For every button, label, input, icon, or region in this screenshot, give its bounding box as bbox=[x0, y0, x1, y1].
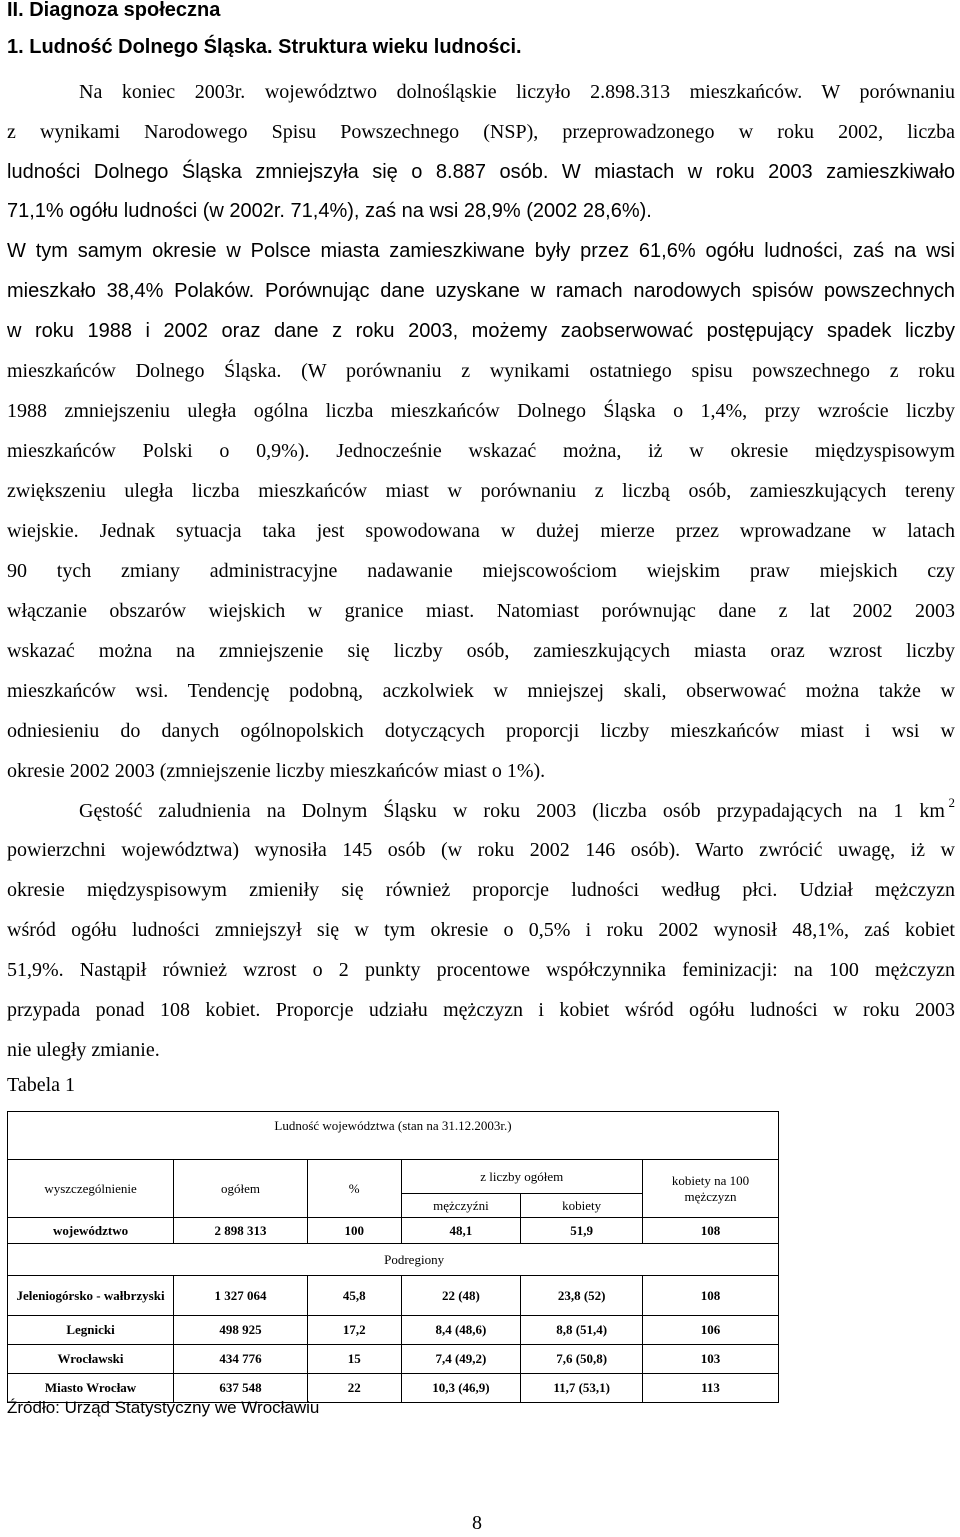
header-kobiety: kobiety bbox=[521, 1194, 643, 1218]
paragraph-line: okresie międzyspisowym zmieniły się również proporcje ludności według płci. Udział mężczyzn bbox=[7, 879, 955, 901]
row-percent: 15 bbox=[307, 1345, 401, 1374]
row-women: 7,6 (50,8) bbox=[521, 1345, 643, 1374]
row-men: 8,4 (48,6) bbox=[401, 1316, 521, 1345]
row-men: 22 (48) bbox=[401, 1276, 521, 1316]
paragraph-line: w roku 1988 i 2002 oraz dane z roku 2003, możemy zaobserwować postępujący spadek liczby bbox=[7, 320, 955, 342]
row-ratio: 103 bbox=[643, 1345, 779, 1374]
row-name: Legnicki bbox=[8, 1316, 174, 1345]
row-women: 8,8 (51,4) bbox=[521, 1316, 643, 1345]
header-kobiety-na-100: kobiety na 100 mężczyzn bbox=[643, 1160, 779, 1218]
subsection-heading: 1. Ludność Dolnego Śląska. Struktura wieku ludności. bbox=[7, 36, 522, 58]
table-caption: Tabela 1 bbox=[7, 1074, 76, 1096]
paragraph-line: odniesieniu do danych ogólnopolskich dotyczących proporcji liczby mieszkańców miast i wsi w bbox=[7, 720, 955, 742]
row-ratio: 113 bbox=[643, 1374, 779, 1403]
row-name: Jeleniogórsko - wałbrzyski bbox=[8, 1276, 174, 1316]
region-cell-men: 48,1 bbox=[401, 1218, 521, 1244]
table-title: Ludność województwa (stan na 31.12.2003r.) bbox=[8, 1112, 779, 1140]
section-heading: II. Diagnoza społeczna bbox=[7, 0, 221, 21]
header-percent: % bbox=[307, 1160, 401, 1218]
paragraph-line: W tym samym okresie w Polsce miasta zamieszkiwane były przez 61,6% ogółu ludności, zaś na wsi bbox=[7, 240, 955, 262]
row-name: Miasto Wrocław bbox=[8, 1374, 174, 1403]
region-cell-women: 51,9 bbox=[521, 1218, 643, 1244]
paragraph-line: okresie 2002 2003 (zmniejszenie liczby mieszkańców miast o 1%). bbox=[7, 760, 546, 782]
row-total: 498 925 bbox=[174, 1316, 308, 1345]
table-row bbox=[8, 1316, 779, 1345]
paragraph-line: wiejskie. Jednak sytuacja taka jest spowodowana w dużej mierze przez wprowadzane w latach bbox=[7, 520, 955, 542]
paragraph-line: mieszkańców Dolnego Śląska. (W porównaniu z wynikami ostatniego spisu powszechnego z roku bbox=[7, 360, 955, 382]
row-percent: 17,2 bbox=[307, 1316, 401, 1345]
paragraph-line: powierzchni województwa) wynosiła 145 osób (w roku 2002 146 osób). Warto zwrócić uwagę, iż w bbox=[7, 839, 955, 861]
subregions-label: Podregiony bbox=[307, 1244, 520, 1276]
region-cell-total: 2 898 313 bbox=[174, 1218, 308, 1244]
row-percent: 45,8 bbox=[307, 1276, 401, 1316]
paragraph-line: 71,1% ogółu ludności (w 2002r. 71,4%), zaś na wsi 28,9% (2002 28,6%). bbox=[7, 200, 652, 222]
region-cell-percent: 100 bbox=[307, 1218, 401, 1244]
row-ratio: 108 bbox=[643, 1276, 779, 1316]
row-men: 10,3 (46,9) bbox=[401, 1374, 521, 1403]
row-total: 434 776 bbox=[174, 1345, 308, 1374]
paragraph-line: włączanie obszarów wiejskich w granice miast. Natomiast porównując dane z lat 2002 2003 bbox=[7, 600, 955, 622]
superscript: 2 bbox=[948, 795, 955, 810]
header-group: z liczby ogółem bbox=[401, 1160, 643, 1194]
paragraph-line: 51,9%. Nastąpił również wzrost o 2 punkty procentowe współczynnika feminizacji: na 100 mężczyzn bbox=[7, 959, 955, 981]
population-table bbox=[7, 1111, 779, 1403]
table-row bbox=[8, 1345, 779, 1374]
paragraph-line: 90 tych zmiany administracyjne nadawanie miejscowościom wiejskim praw miejskich czy bbox=[7, 560, 955, 582]
header-ogolem: ogółem bbox=[174, 1160, 308, 1218]
table-source: Źródło: Urząd Statystyczny we Wrocławiu bbox=[7, 1398, 320, 1417]
page-number: 8 bbox=[472, 1512, 482, 1534]
header-wyszczegolnienie: wyszczególnienie bbox=[8, 1160, 174, 1218]
paragraph-line: zwiększeniu uległa liczba mieszkańców miast w porównaniu z liczbą osób, zamieszkujących tereny bbox=[7, 480, 955, 502]
paragraph-line: z wynikami Narodowego Spisu Powszechnego (NSP), przeprowadzonego w roku 2002, liczba bbox=[7, 121, 955, 143]
row-total: 1 327 064 bbox=[174, 1276, 308, 1316]
row-percent: 22 bbox=[307, 1374, 401, 1403]
row-total: 637 548 bbox=[174, 1374, 308, 1403]
row-men: 7,4 (49,2) bbox=[401, 1345, 521, 1374]
paragraph-line: wskazać można na zmniejszenie się liczby osób, zamieszkujących miasta oraz wzrost liczby bbox=[7, 640, 955, 662]
table-row bbox=[8, 1276, 779, 1316]
paragraph-line: Na koniec 2003r. województwo dolnośląskie liczyło 2.898.313 mieszkańców. W porównaniu bbox=[79, 81, 955, 103]
paragraph-line: przypada ponad 108 kobiet. Proporcje udziału mężczyzn i kobiet wśród ogółu ludności w roku 2003 bbox=[7, 999, 955, 1021]
region-cell-name: województwo bbox=[8, 1218, 174, 1244]
paragraph-line: mieszkańców Polski o 0,9%). Jednocześnie wskazać można, iż w okresie międzyspisowym bbox=[7, 440, 955, 462]
paragraph-line: wśród ogółu ludności zmniejszył się w tym okresie o 0,5% i roku 2002 wynosił 48,1%, zaś kobiet bbox=[7, 919, 955, 941]
paragraph-line: mieszkańców wsi. Tendencję podobną, aczkolwiek w mniejszej skali, obserwować można także w bbox=[7, 680, 955, 702]
row-women: 23,8 (52) bbox=[521, 1276, 643, 1316]
header-mezczyzni: mężczyźni bbox=[401, 1194, 521, 1218]
paragraph-line: 1988 zmniejszeniu uległa ogólna liczba mieszkańców Dolnego Śląska o 1,4%, przy wzroście liczby bbox=[7, 400, 955, 422]
paragraph-line: mieszkało 38,4% Polaków. Porównując dane uzyskane w ramach narodowych spisów powszechnych bbox=[7, 280, 955, 302]
paragraph-line: ludności Dolnego Śląska zmniejszyła się o 8.887 osób. W miastach w roku 2003 zamieszkiwało bbox=[7, 161, 955, 183]
table-spacer bbox=[8, 1140, 779, 1160]
row-name: Wrocławski bbox=[8, 1345, 174, 1374]
row-women: 11,7 (53,1) bbox=[521, 1374, 643, 1403]
paragraph-line: Gęstość zaludnienia na Dolnym Śląsku w roku 2003 (liczba osób przypadających na 1 km 2 bbox=[79, 798, 955, 824]
row-ratio: 106 bbox=[643, 1316, 779, 1345]
paragraph-line: nie uległy zmianie. bbox=[7, 1039, 160, 1061]
region-cell-ratio: 108 bbox=[643, 1218, 779, 1244]
